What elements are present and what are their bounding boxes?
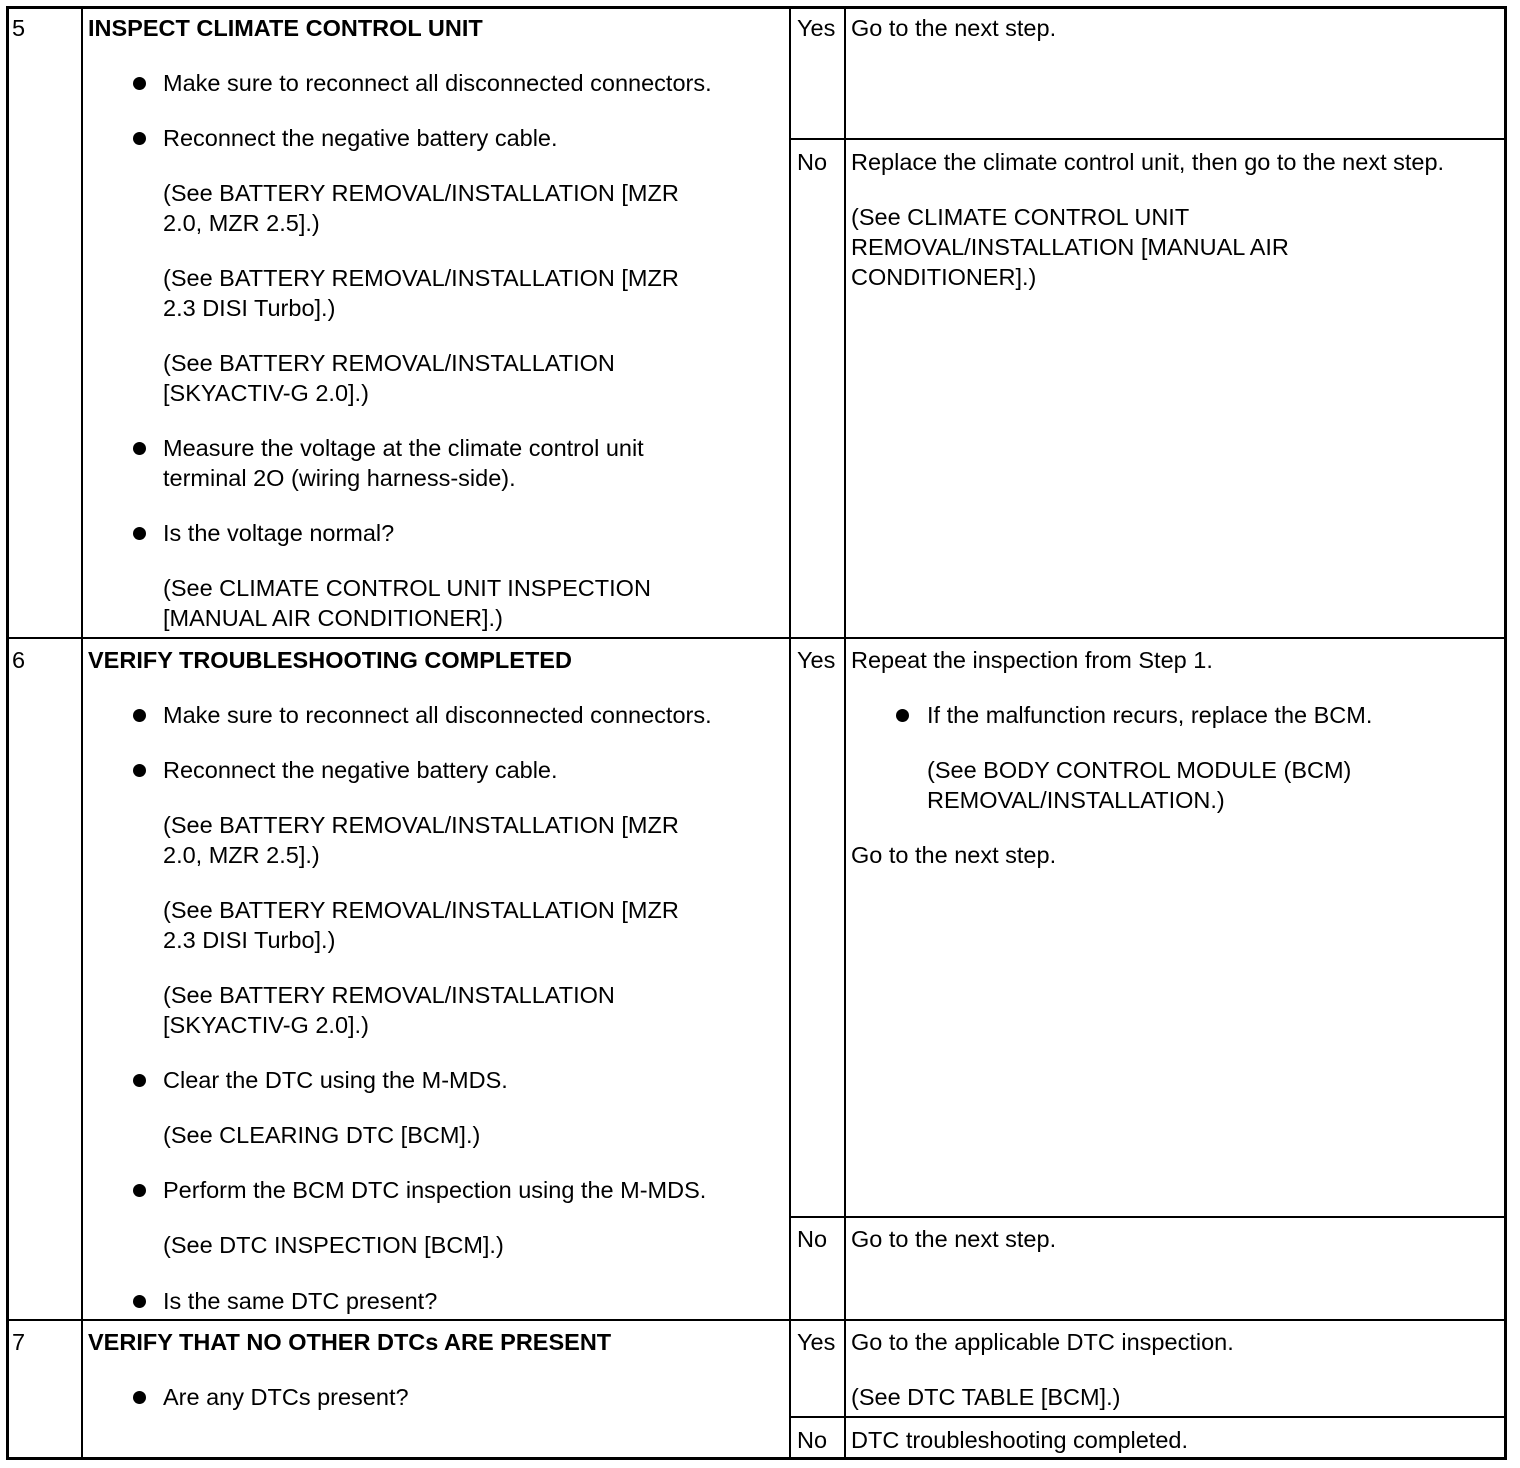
yes-action: Go to the applicable DTC inspection.: [851, 1329, 1234, 1355]
reference-link[interactable]: 2.0, MZR 2.5].): [163, 842, 320, 868]
col-divider-action: [789, 8, 791, 1458]
no-action: DTC troubleshooting completed.: [851, 1427, 1189, 1453]
reference-link[interactable]: (See CLIMATE CONTROL UNIT: [851, 204, 1190, 230]
step-number: 6: [12, 647, 26, 673]
yes-label: Yes: [797, 647, 836, 673]
bullet-text: Are any DTCs present?: [163, 1384, 409, 1410]
reference-link[interactable]: (See BODY CONTROL MODULE (BCM): [927, 757, 1352, 783]
step-number: 5: [12, 15, 26, 41]
bullet-text: Measure the voltage at the climate control unit: [163, 435, 644, 461]
bullet-text: If the malfunction recurs, replace the BCM.: [927, 702, 1373, 728]
reference-link[interactable]: (See DTC TABLE [BCM].): [851, 1384, 1121, 1410]
bullet-text: Make sure to reconnect all disconnected connectors.: [163, 702, 712, 728]
bullet-text: Perform the BCM DTC inspection using the M-MDS.: [163, 1177, 707, 1203]
reference-link[interactable]: (See BATTERY REMOVAL/INSTALLATION: [163, 982, 615, 1008]
bullet-dot: [133, 1074, 146, 1087]
col-divider-step: [81, 8, 83, 1458]
bullet-text: Make sure to reconnect all disconnected connectors.: [163, 70, 712, 96]
bullet-text: Reconnect the negative battery cable.: [163, 125, 558, 151]
yes-action: Repeat the inspection from Step 1.: [851, 647, 1213, 673]
reference-link[interactable]: 2.3 DISI Turbo].): [163, 295, 336, 321]
no-label: No: [797, 149, 828, 175]
yes-action: Go to the next step.: [851, 842, 1057, 868]
reference-link[interactable]: (See BATTERY REMOVAL/INSTALLATION [MZR: [163, 812, 679, 838]
yes-no-divider-5: [790, 138, 1506, 140]
bullet-text: Reconnect the negative battery cable.: [163, 757, 558, 783]
reference-link[interactable]: (See BATTERY REMOVAL/INSTALLATION [MZR: [163, 897, 679, 923]
row-divider-5-6: [8, 637, 1506, 639]
bullet-text: terminal 2O (wiring harness-side).: [163, 465, 516, 491]
reference-link[interactable]: (See BATTERY REMOVAL/INSTALLATION: [163, 350, 615, 376]
reference-link[interactable]: (See BATTERY REMOVAL/INSTALLATION [MZR: [163, 180, 679, 206]
yes-label: Yes: [797, 1329, 836, 1355]
step-title: VERIFY TROUBLESHOOTING COMPLETED: [88, 647, 572, 673]
bullet-text: Is the voltage normal?: [163, 520, 395, 546]
reference-link[interactable]: REMOVAL/INSTALLATION [MANUAL AIR: [851, 234, 1289, 260]
bullet-dot: [133, 527, 146, 540]
step-number: 7: [12, 1329, 26, 1355]
bullet-dot: [133, 77, 146, 90]
reference-link[interactable]: CONDITIONER].): [851, 264, 1037, 290]
reference-link[interactable]: (See BATTERY REMOVAL/INSTALLATION [MZR: [163, 265, 679, 291]
row-divider-6-7: [8, 1319, 1506, 1321]
reference-link[interactable]: 2.0, MZR 2.5].): [163, 210, 320, 236]
step-title: INSPECT CLIMATE CONTROL UNIT: [88, 15, 483, 41]
yes-no-divider-6: [790, 1216, 1506, 1218]
bullet-dot: [133, 442, 146, 455]
yes-label: Yes: [797, 15, 836, 41]
bullet-dot: [133, 132, 146, 145]
bullet-dot: [133, 1391, 146, 1404]
no-label: No: [797, 1226, 828, 1252]
step-title: VERIFY THAT NO OTHER DTCs ARE PRESENT: [88, 1329, 612, 1355]
reference-link[interactable]: (See DTC INSPECTION [BCM].): [163, 1232, 504, 1258]
reference-link[interactable]: [SKYACTIV-G 2.0].): [163, 380, 369, 406]
reference-link[interactable]: [SKYACTIV-G 2.0].): [163, 1012, 369, 1038]
reference-link[interactable]: (See CLEARING DTC [BCM].): [163, 1122, 481, 1148]
no-label: No: [797, 1427, 828, 1453]
reference-link[interactable]: 2.3 DISI Turbo].): [163, 927, 336, 953]
bullet-dot: [133, 1295, 146, 1308]
yes-no-divider-7: [790, 1416, 1506, 1418]
reference-link[interactable]: REMOVAL/INSTALLATION.): [927, 787, 1225, 813]
bullet-dot: [133, 764, 146, 777]
col-divider-result: [844, 8, 846, 1458]
reference-link[interactable]: [MANUAL AIR CONDITIONER].): [163, 605, 503, 631]
yes-action: Go to the next step.: [851, 15, 1057, 41]
reference-link[interactable]: (See CLIMATE CONTROL UNIT INSPECTION: [163, 575, 651, 601]
bullet-dot: [133, 1184, 146, 1197]
bullet-text: Clear the DTC using the M-MDS.: [163, 1067, 508, 1093]
bullet-text: Is the same DTC present?: [163, 1288, 438, 1314]
bullet-dot: [133, 709, 146, 722]
no-action: Go to the next step.: [851, 1226, 1057, 1252]
bullet-dot: [896, 709, 909, 722]
no-action: Replace the climate control unit, then go to the next step.: [851, 149, 1445, 175]
